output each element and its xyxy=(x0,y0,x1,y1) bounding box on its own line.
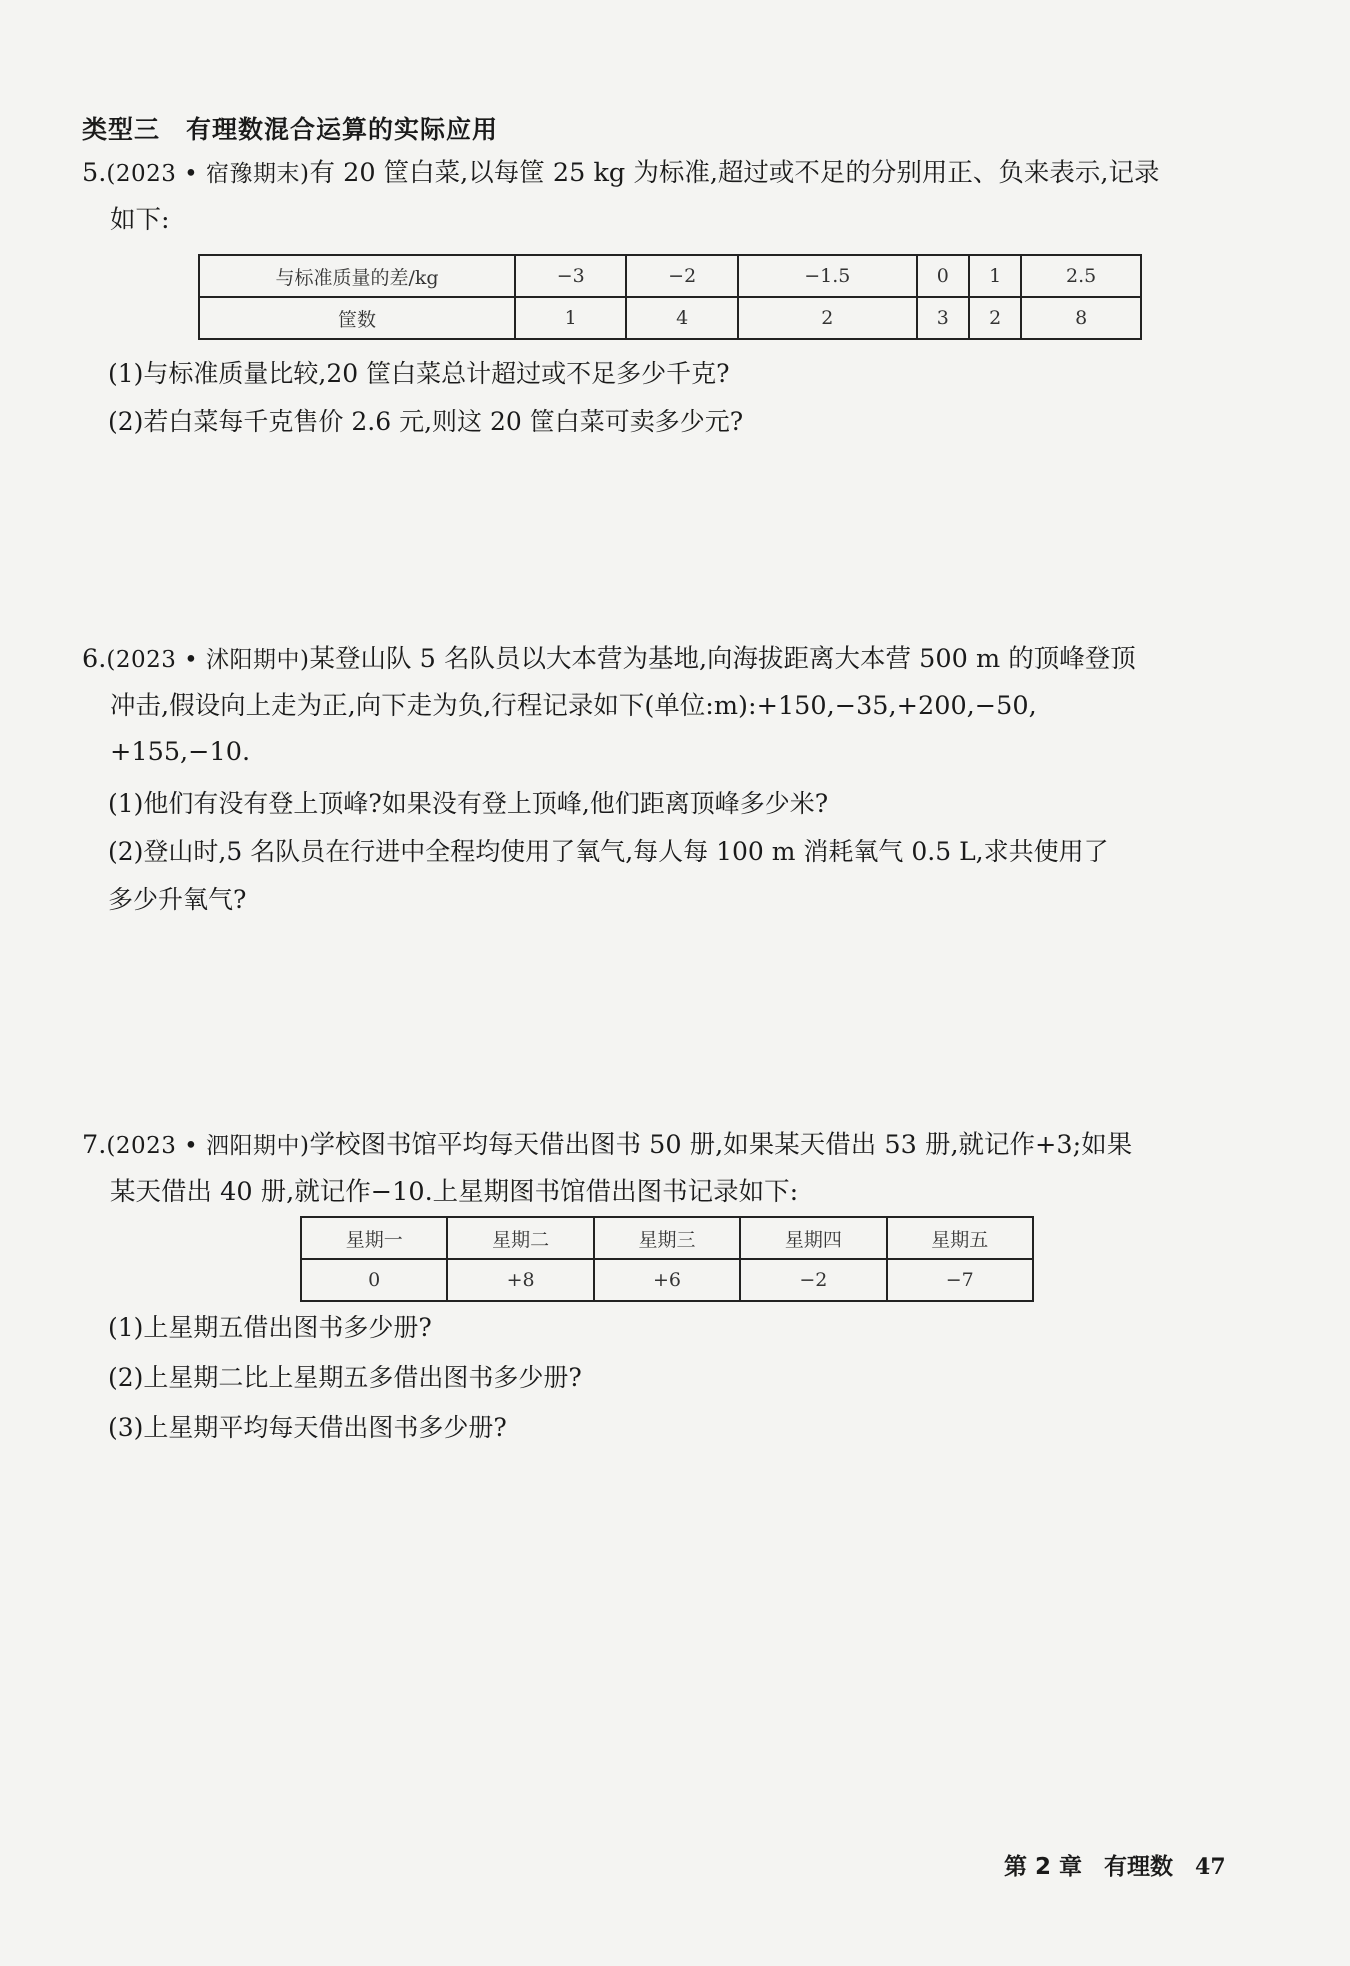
problem-5-question-1: (1)与标准质量比较,20 筐白菜总计超过或不足多少千克? xyxy=(108,359,730,388)
table-cell: 2 xyxy=(738,297,917,339)
section-label: 类型三 xyxy=(82,115,161,144)
table-cell: 星期一 xyxy=(301,1217,447,1259)
table-cell: 4 xyxy=(626,297,737,339)
table-row xyxy=(301,1259,1033,1301)
problem-7-question-3: (3)上星期平均每天借出图书多少册? xyxy=(108,1413,507,1442)
problem-7-text-line2: 某天借出 40 册,就记作−10.上星期图书馆借出图书记录如下: xyxy=(110,1177,799,1207)
problem-6-question-2: (2)登山时,5 名队员在行进中全程均使用了氧气,每人每 100 m 消耗氧气 0.5 L,求共使用了 xyxy=(108,837,1109,866)
table-cell: 星期四 xyxy=(740,1217,886,1259)
section-heading xyxy=(82,110,498,146)
table-cell: 星期二 xyxy=(447,1217,593,1259)
table-cell: −1.5 xyxy=(738,255,917,297)
problem-6-question-2-cont: 多少升氧气? xyxy=(108,885,247,914)
problem-5-text-line1: 有 20 筐白菜,以每筐 25 kg 为标准,超过或不足的分别用正、负来表示,记录 xyxy=(309,158,1160,188)
problem-7-question-2: (2)上星期二比上星期五多借出图书多少册? xyxy=(108,1363,582,1392)
problem-5-text-line2: 如下: xyxy=(110,205,170,235)
table-cell: 0 xyxy=(301,1259,447,1301)
problem-5-table xyxy=(198,254,1142,340)
problem-7 xyxy=(82,1122,1242,1215)
problem-5-question-2: (2)若白菜每千克售价 2.6 元,则这 20 筐白菜可卖多少元? xyxy=(108,407,744,436)
section-title-text: 有理数混合运算的实际应用 xyxy=(186,115,499,144)
table-row xyxy=(301,1217,1033,1259)
footer-chapter: 第 2 章 xyxy=(1004,1854,1083,1880)
problem-5 xyxy=(82,150,1242,243)
problem-7-table xyxy=(300,1216,1034,1302)
problem-5-number: 5. xyxy=(82,158,107,188)
problem-6-text-line1: 某登山队 5 名队员以大本营为基地,向海拔距离大本营 500 m 的顶峰登顶 xyxy=(309,644,1136,674)
problem-6 xyxy=(82,636,1242,775)
table-cell: −2 xyxy=(626,255,737,297)
problem-7-question-1: (1)上星期五借出图书多少册? xyxy=(108,1313,432,1342)
table-cell: 星期三 xyxy=(594,1217,740,1259)
table-cell: +6 xyxy=(594,1259,740,1301)
table-row xyxy=(199,297,1141,339)
table-cell: 3 xyxy=(917,297,969,339)
table-cell: 1 xyxy=(969,255,1021,297)
table-cell: 星期五 xyxy=(887,1217,1033,1259)
problem-6-question-1: (1)他们有没有登上顶峰?如果没有登上顶峰,他们距离顶峰多少米? xyxy=(108,789,829,818)
table-cell: 2 xyxy=(969,297,1021,339)
problem-6-text-line3: +155,−10. xyxy=(110,737,251,767)
page-footer xyxy=(1004,1848,1226,1881)
page-number: 47 xyxy=(1195,1854,1226,1880)
table-cell: 0 xyxy=(917,255,969,297)
table-cell: −3 xyxy=(515,255,626,297)
table-cell: 8 xyxy=(1021,297,1141,339)
problem-7-source: (2023 • 泗阳期中) xyxy=(106,1133,310,1159)
table-cell: −7 xyxy=(887,1259,1033,1301)
problem-6-text-line2: 冲击,假设向上走为正,向下走为负,行程记录如下(单位:m):+150,−35,+200,−50, xyxy=(110,691,1037,721)
table-cell: 与标准质量的差/kg xyxy=(199,255,515,297)
problem-6-source: (2023 • 沭阳期中) xyxy=(106,647,310,673)
problem-7-text-line1: 学校图书馆平均每天借出图书 50 册,如果某天借出 53 册,就记作+3;如果 xyxy=(309,1130,1133,1160)
table-cell: 1 xyxy=(515,297,626,339)
table-cell: +8 xyxy=(447,1259,593,1301)
problem-6-number: 6. xyxy=(82,644,107,674)
table-cell: −2 xyxy=(740,1259,886,1301)
footer-title: 有理数 xyxy=(1104,1854,1174,1880)
table-row xyxy=(199,255,1141,297)
table-cell: 2.5 xyxy=(1021,255,1141,297)
problem-7-number: 7. xyxy=(82,1130,107,1160)
problem-5-source: (2023 • 宿豫期末) xyxy=(106,161,310,187)
table-cell: 筐数 xyxy=(199,297,515,339)
